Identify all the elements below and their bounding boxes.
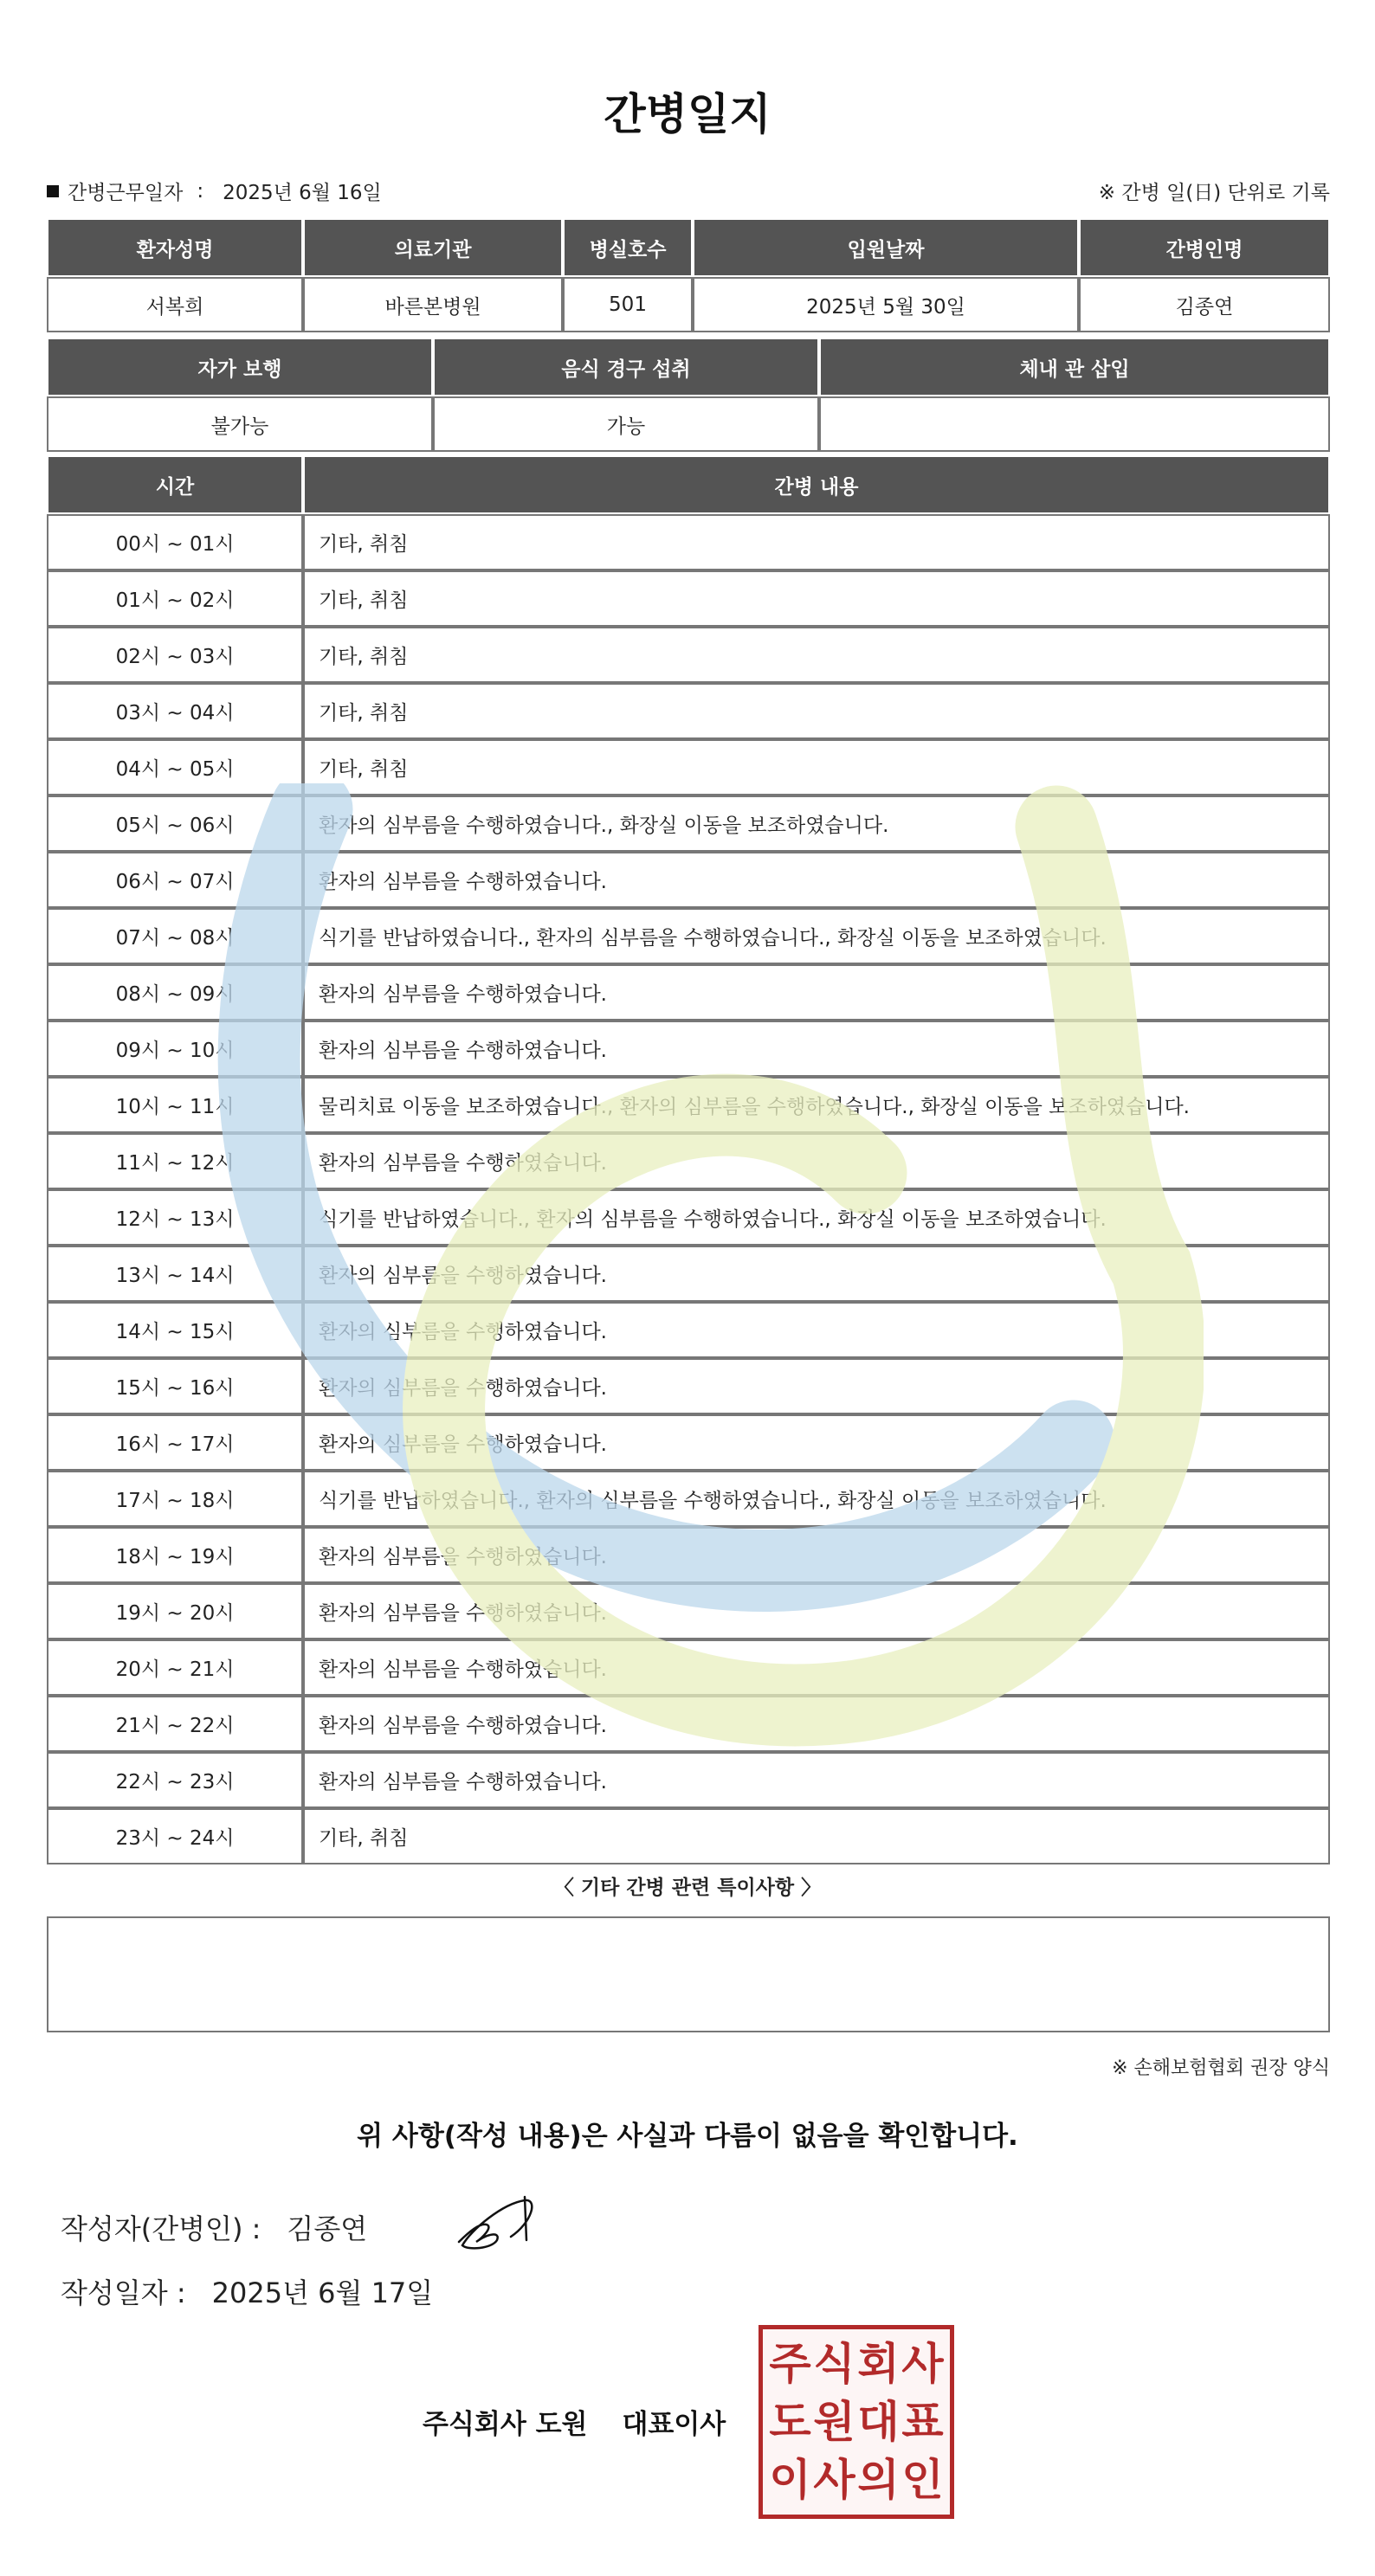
content-cell: 환자의 심부름을 수행하였습니다. xyxy=(303,1246,1330,1302)
time-cell: 03시 ~ 04시 xyxy=(47,683,303,739)
care-log-table xyxy=(47,455,1330,1864)
header-room: 병실호수 xyxy=(563,218,693,277)
written-date-line xyxy=(61,2271,433,2311)
company-line xyxy=(423,2402,726,2441)
patient-value-row xyxy=(47,277,1330,332)
patient-header-row xyxy=(47,218,1330,277)
writer-label: 작성자(간병인) : xyxy=(61,2212,261,2245)
content-cell: 물리치료 이동을 보조하였습니다., 환자의 심부름을 수행하였습니다., 화장실 이동을 보조하였습니다. xyxy=(303,1077,1330,1133)
content-cell: 기타, 취침 xyxy=(303,1808,1330,1864)
time-cell: 15시 ~ 16시 xyxy=(47,1358,303,1414)
seal-character: 사 xyxy=(813,2455,855,2506)
patient-status-table xyxy=(47,338,1330,452)
oral-intake-value: 가능 xyxy=(433,396,819,452)
time-cell: 06시 ~ 07시 xyxy=(47,852,303,908)
table-row xyxy=(47,1696,1330,1752)
caregiver-name: 김종연 xyxy=(1079,277,1330,332)
table-row xyxy=(47,852,1330,908)
company-role: 대표이사 xyxy=(622,2409,726,2440)
notes-title: 〈 기타 간병 관련 특이사항 〉 xyxy=(553,1877,822,1899)
content-cell: 기타, 취침 xyxy=(303,683,1330,739)
time-cell: 16시 ~ 17시 xyxy=(47,1414,303,1471)
table-row xyxy=(47,1077,1330,1133)
content-cell: 환자의 심부름을 수행하였습니다. xyxy=(303,1696,1330,1752)
confirmation-statement: 위 사항(작성 내용)은 사실과 다름이 없음을 확인합니다. xyxy=(357,2121,1018,2152)
table-row xyxy=(47,1021,1330,1077)
content-cell: 식기를 반납하였습니다., 환자의 심부름을 수행하였습니다., 화장실 이동을 보조하였습니다. xyxy=(303,908,1330,964)
header-patient-name: 환자성명 xyxy=(47,218,303,277)
time-cell: 11시 ~ 12시 xyxy=(47,1133,303,1189)
written-date-label: 작성일자 : xyxy=(61,2277,186,2309)
notes-box xyxy=(47,1916,1330,2032)
table-row xyxy=(47,1133,1330,1189)
content-cell: 기타, 취침 xyxy=(303,627,1330,683)
table-row xyxy=(47,1246,1330,1302)
content-cell: 환자의 심부름을 수행하였습니다. xyxy=(303,1583,1330,1639)
content-cell: 기타, 취침 xyxy=(303,739,1330,795)
table-row xyxy=(47,739,1330,795)
time-cell: 20시 ~ 21시 xyxy=(47,1639,303,1696)
time-cell: 21시 ~ 22시 xyxy=(47,1696,303,1752)
time-cell: 14시 ~ 15시 xyxy=(47,1302,303,1358)
seal-character: 원 xyxy=(813,2396,855,2447)
table-row xyxy=(47,1414,1330,1471)
content-cell: 환자의 심부름을 수행하였습니다. xyxy=(303,964,1330,1021)
seal-characters xyxy=(768,2334,945,2509)
header-care-content: 간병 내용 xyxy=(303,455,1330,514)
content-cell: 환자의 심부름을 수행하였습니다. xyxy=(303,1358,1330,1414)
content-cell: 환자의 심부름을 수행하였습니다. xyxy=(303,1133,1330,1189)
work-date-value: 2025년 6월 16일 xyxy=(223,182,382,204)
time-cell: 18시 ~ 19시 xyxy=(47,1527,303,1583)
header-oral-intake: 음식 경구 섭취 xyxy=(433,338,819,396)
table-row xyxy=(47,1583,1330,1639)
signature-icon xyxy=(450,2188,545,2257)
content-cell: 환자의 심부름을 수행하였습니다. xyxy=(303,1527,1330,1583)
table-row xyxy=(47,1808,1330,1864)
writer-line xyxy=(61,2207,367,2247)
content-cell: 기타, 취침 xyxy=(303,514,1330,570)
time-cell: 10시 ~ 11시 xyxy=(47,1077,303,1133)
time-cell: 23시 ~ 24시 xyxy=(47,1808,303,1864)
seal-character: 주 xyxy=(769,2338,811,2389)
content-cell: 환자의 심부름을 수행하였습니다. xyxy=(303,1414,1330,1471)
work-date-label: 간병근무일자 xyxy=(68,182,184,204)
header-self-walking: 자가 보행 xyxy=(47,338,433,396)
table-row xyxy=(47,1639,1330,1696)
time-cell: 19시 ~ 20시 xyxy=(47,1583,303,1639)
content-cell: 기타, 취침 xyxy=(303,570,1330,627)
seal-character: 회 xyxy=(857,2338,900,2389)
seal-character: 대 xyxy=(857,2396,900,2447)
form-note: ※ 손해보험협회 권장 양식 xyxy=(1112,2058,1330,2079)
writer-name: 김종연 xyxy=(287,2212,368,2245)
time-cell: 09시 ~ 10시 xyxy=(47,1021,303,1077)
time-cell: 22시 ~ 23시 xyxy=(47,1752,303,1808)
work-date-row xyxy=(47,177,1330,208)
seal-character: 사 xyxy=(901,2338,944,2389)
header-tube-insertion: 체내 관 삽입 xyxy=(819,338,1330,396)
header-caregiver-name: 간병인명 xyxy=(1079,218,1330,277)
content-cell: 환자의 심부름을 수행하였습니다. xyxy=(303,1302,1330,1358)
time-cell: 12시 ~ 13시 xyxy=(47,1189,303,1246)
header-hospital: 의료기관 xyxy=(303,218,563,277)
time-cell: 01시 ~ 02시 xyxy=(47,570,303,627)
table-row xyxy=(47,570,1330,627)
seal-character: 도 xyxy=(769,2396,811,2447)
seal-character: 인 xyxy=(901,2455,944,2506)
unit-note: ※ 간병 일(日) 단위로 기록 xyxy=(1098,182,1330,204)
header-admission-date: 입원날짜 xyxy=(693,218,1079,277)
patient-info-table xyxy=(47,218,1330,332)
time-cell: 00시 ~ 01시 xyxy=(47,514,303,570)
table-row xyxy=(47,908,1330,964)
time-cell: 13시 ~ 14시 xyxy=(47,1246,303,1302)
table-row xyxy=(47,627,1330,683)
room-number: 501 xyxy=(563,277,693,332)
work-date-separator: : xyxy=(197,179,204,203)
work-date-group xyxy=(47,177,382,205)
table-row xyxy=(47,964,1330,1021)
table-row xyxy=(47,514,1330,570)
admission-date: 2025년 5월 30일 xyxy=(693,277,1079,332)
content-cell: 환자의 심부름을 수행하였습니다. xyxy=(303,1021,1330,1077)
status-header-row xyxy=(47,338,1330,396)
seal-character: 의 xyxy=(857,2455,900,2506)
tube-insertion-value xyxy=(819,396,1330,452)
table-row xyxy=(47,1302,1330,1358)
content-cell: 환자의 심부름을 수행하였습니다. xyxy=(303,852,1330,908)
seal-character: 표 xyxy=(901,2396,944,2447)
table-row xyxy=(47,1752,1330,1808)
time-cell: 02시 ~ 03시 xyxy=(47,627,303,683)
time-cell: 17시 ~ 18시 xyxy=(47,1471,303,1527)
log-header-row xyxy=(47,455,1330,514)
hospital-name: 바른본병원 xyxy=(303,277,563,332)
table-row xyxy=(47,1527,1330,1583)
document-title: 간병일지 xyxy=(604,89,771,139)
time-cell: 05시 ~ 06시 xyxy=(47,795,303,852)
table-row xyxy=(47,1358,1330,1414)
table-row xyxy=(47,795,1330,852)
seal-character: 식 xyxy=(813,2338,855,2389)
company-seal-stamp xyxy=(759,2325,954,2519)
content-cell: 환자의 심부름을 수행하였습니다., 화장실 이동을 보조하였습니다. xyxy=(303,795,1330,852)
table-row xyxy=(47,683,1330,739)
header-time: 시간 xyxy=(47,455,303,514)
content-cell: 환자의 심부름을 수행하였습니다. xyxy=(303,1752,1330,1808)
time-cell: 04시 ~ 05시 xyxy=(47,739,303,795)
status-value-row xyxy=(47,396,1330,452)
seal-character: 이 xyxy=(769,2455,811,2506)
company-name: 주식회사 도원 xyxy=(423,2409,588,2440)
table-row xyxy=(47,1189,1330,1246)
self-walking-value: 불가능 xyxy=(47,396,433,452)
content-cell: 식기를 반납하였습니다., 환자의 심부름을 수행하였습니다., 화장실 이동을 보조하였습니다. xyxy=(303,1471,1330,1527)
time-cell: 08시 ~ 09시 xyxy=(47,964,303,1021)
content-cell: 식기를 반납하였습니다., 환자의 심부름을 수행하였습니다., 화장실 이동을 보조하였습니다. xyxy=(303,1189,1330,1246)
time-cell: 07시 ~ 08시 xyxy=(47,908,303,964)
content-cell: 환자의 심부름을 수행하였습니다. xyxy=(303,1639,1330,1696)
square-bullet-icon xyxy=(47,185,59,197)
written-date-value: 2025년 6월 17일 xyxy=(211,2277,434,2309)
patient-name: 서복희 xyxy=(47,277,303,332)
table-row xyxy=(47,1471,1330,1527)
